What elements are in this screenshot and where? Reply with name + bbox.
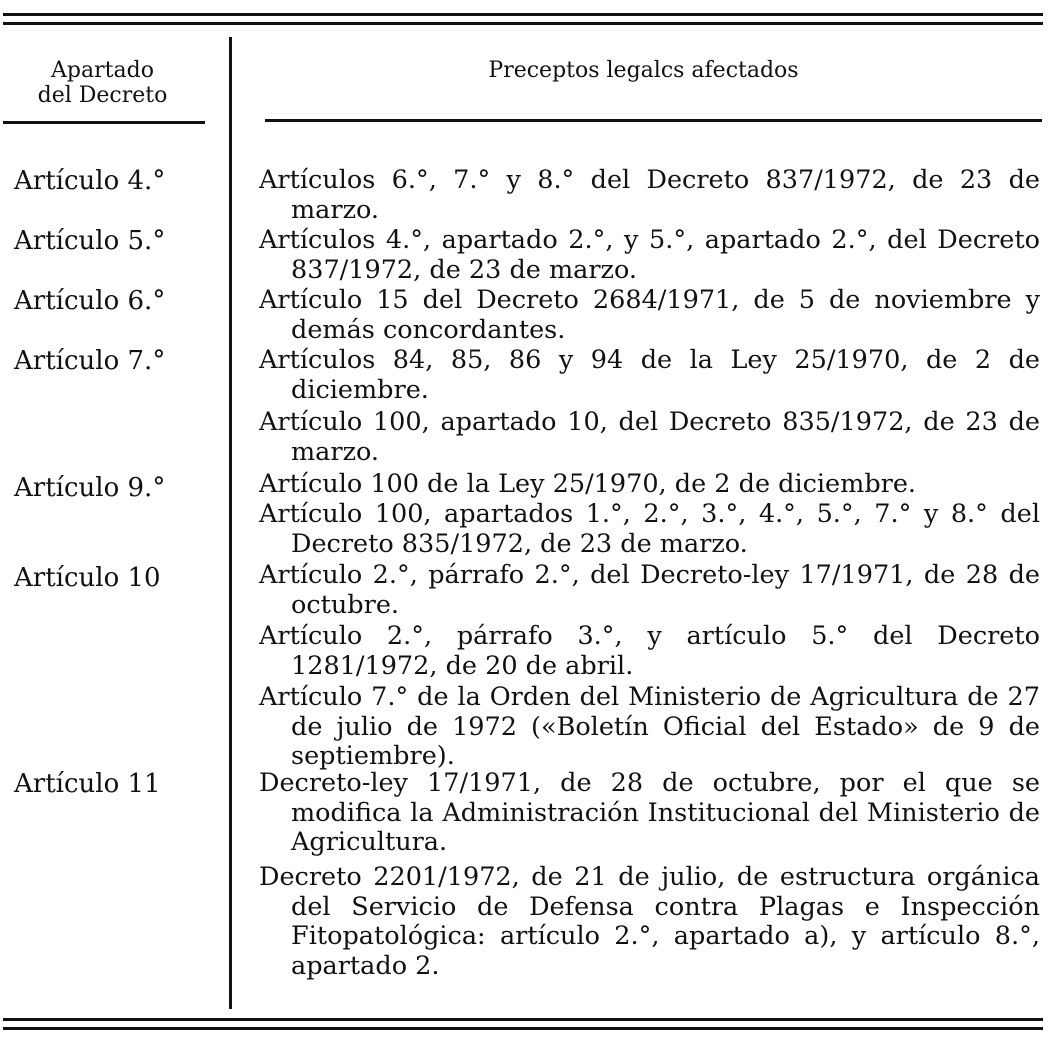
- precept-entry: Artículo 2.°, párrafo 2.°, del Decreto-ley 17/1971, de 28 de octubre.: [259, 560, 1040, 620]
- header-underline-right: [265, 119, 1042, 122]
- precept-entry: Artículo 7.° de la Orden del Ministerio de Agricultura de 27 de julio de 1972 («Boletín Oficial del Estado» de 9 de septiembre).: [259, 682, 1040, 772]
- precept-entry: Artículos 6.°, 7.° y 8.° del Decreto 837/1972, de 23 de marzo.: [259, 165, 1040, 225]
- precept-entry: Artículos 84, 85, 86 y 94 de la Ley 25/1970, de 2 de diciembre.: [259, 345, 1040, 405]
- precept-entry: Decreto-ley 17/1971, de 28 de octubre, por el que se modifica la Administración Institucional del Ministerio de Agricultura.: [259, 768, 1040, 858]
- precept-entry: Artículos 4.°, apartado 2.°, y 5.°, apartado 2.°, del Decreto 837/1972, de 23 de marzo.: [259, 225, 1040, 285]
- header-apartado-line2: del Decreto: [37, 83, 168, 108]
- precept-entry: Artículo 2.°, párrafo 3.°, y artículo 5.° del Decreto 1281/1972, de 20 de abril.: [259, 621, 1040, 681]
- precept-entry: Artículo 100 de la Ley 25/1970, de 2 de diciembre.: [259, 469, 917, 499]
- top-rule-2: [3, 22, 1043, 25]
- precept-entry: Artículo 15 del Decreto 2684/1971, de 5 de noviembre y demás concordantes.: [259, 285, 1040, 345]
- article-label: Artículo 10: [14, 563, 161, 593]
- header-underline-left: [3, 121, 205, 124]
- header-preceptos: Preceptos legalcs afectados: [488, 58, 799, 83]
- precept-entry: Decreto 2201/1972, de 21 de julio, de estructura orgánica del Servicio de Defensa contra Plagas e Inspección Fitopatológica: artículo 2.°, apartado a), y artículo 8.°, apartado 2.: [259, 862, 1040, 982]
- article-label: Artículo 11: [14, 769, 161, 799]
- precept-entry: Artículo 100, apartado 10, del Decreto 835/1972, de 23 de marzo.: [259, 407, 1040, 467]
- article-label: Artículo 4.°: [14, 166, 166, 196]
- bottom-rule-1: [3, 1018, 1043, 1021]
- column-divider: [229, 37, 232, 1009]
- article-label: Artículo 6.°: [14, 286, 166, 316]
- top-rule-1: [3, 13, 1043, 16]
- header-apartado: [0, 58, 205, 108]
- precept-entry: Artículo 100, apartados 1.°, 2.°, 3.°, 4.°, 5.°, 7.° y 8.° del Decreto 835/1972, de 23 de marzo.: [259, 499, 1040, 559]
- article-label: Artículo 9.°: [14, 473, 166, 503]
- header-apartado-line1: Apartado: [51, 58, 154, 83]
- bottom-rule-2: [3, 1027, 1043, 1030]
- article-label: Artículo 7.°: [14, 346, 166, 376]
- article-label: Artículo 5.°: [14, 226, 166, 256]
